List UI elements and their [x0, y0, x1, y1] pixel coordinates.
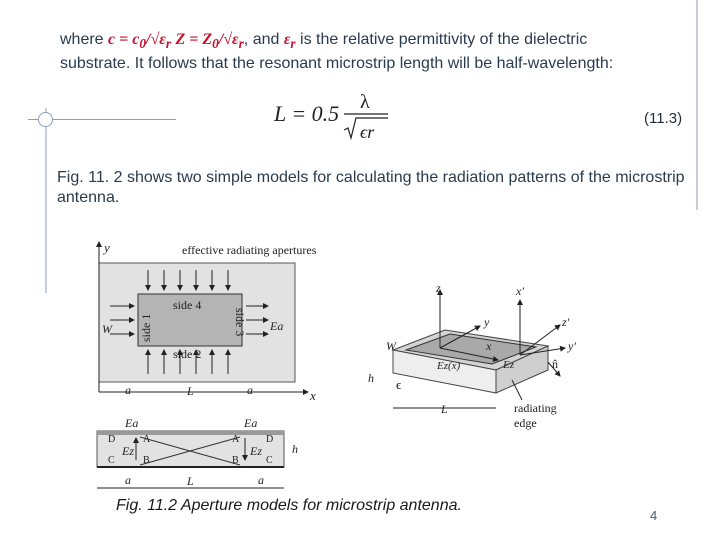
svg-text:z: z: [436, 281, 441, 295]
side2-label: side 2: [173, 347, 202, 361]
a-label-1: a: [125, 383, 131, 397]
Ea-left-label: Ea: [125, 416, 139, 430]
Ea-label: Ea: [270, 319, 284, 333]
svg-text:z': z': [562, 315, 570, 329]
intro-and: , and: [243, 31, 280, 48]
svg-text:L: L: [187, 474, 194, 488]
3d-model: [368, 281, 576, 430]
a-label-2: a: [247, 383, 253, 397]
side1-label: side 1: [139, 313, 153, 342]
formula-z: $Z = Z_0/√\varepsilon_r$: [175, 31, 244, 52]
formula-eps: $\varepsilon_r$: [283, 31, 296, 52]
L-label: L: [187, 384, 194, 398]
W-label: W: [102, 322, 112, 336]
side-view-model: [97, 416, 298, 488]
intro-rest: is the relative permittivity of the dielectric: [300, 31, 588, 48]
intro-line2: substrate. It follows that the resonant microstrip length will be half-wavelength:: [60, 55, 614, 73]
svg-text:h: h: [368, 371, 374, 385]
svg-text:n̂: n̂: [552, 357, 558, 371]
eq-denominator: ϵr: [360, 122, 375, 142]
eq-lhs: L = 0.5: [274, 101, 340, 126]
svg-text:C: C: [108, 455, 115, 466]
apertures-label: effective radiating apertures: [182, 243, 317, 257]
Ea-right-label: Ea: [244, 416, 258, 430]
svg-text:A: A: [232, 434, 240, 445]
svg-text:Ez: Ez: [503, 359, 514, 371]
intro-where: where: [60, 31, 104, 48]
patch-side-view: [97, 431, 284, 435]
svg-text:Ez(x): Ez(x): [437, 360, 461, 372]
formula-c: $c = c_0/√\varepsilon_r$: [108, 31, 172, 52]
svg-text:radiating: radiating: [514, 401, 557, 415]
side3-label: side 3: [233, 308, 247, 337]
equation-number: (11.3): [644, 110, 683, 127]
body-paragraph: Fig. 11. 2 shows two simple models for calculating the radiation patterns of the microstrip antenna.: [57, 169, 685, 206]
svg-text:C: C: [266, 455, 273, 466]
top-view-model: [99, 240, 317, 403]
x-label: x: [310, 388, 316, 403]
page-number: 4: [650, 508, 658, 523]
side4-label: side 4: [173, 298, 202, 312]
svg-text:A: A: [143, 434, 151, 445]
svg-text:a: a: [258, 473, 264, 487]
eq-numerator: λ: [360, 91, 370, 113]
svg-text:y': y': [568, 339, 576, 353]
svg-text:Ez: Ez: [122, 444, 134, 458]
svg-text:ϵ: ϵ: [396, 377, 402, 392]
svg-text:D: D: [266, 434, 274, 445]
h-label: h: [292, 442, 298, 456]
svg-text:B: B: [232, 455, 239, 466]
figure-caption: Fig. 11.2 Aperture models for microstrip antenna.: [116, 497, 462, 514]
svg-text:L: L: [441, 402, 448, 416]
svg-text:a: a: [125, 473, 131, 487]
y-label: y: [104, 240, 110, 255]
svg-text:Ez: Ez: [250, 444, 262, 458]
svg-text:D: D: [108, 434, 116, 445]
svg-text:x: x: [486, 339, 492, 353]
svg-text:y: y: [484, 315, 490, 329]
svg-text:edge: edge: [514, 416, 537, 430]
svg-text:x': x': [516, 284, 524, 298]
svg-text:W: W: [386, 339, 396, 353]
svg-text:B: B: [143, 455, 150, 466]
